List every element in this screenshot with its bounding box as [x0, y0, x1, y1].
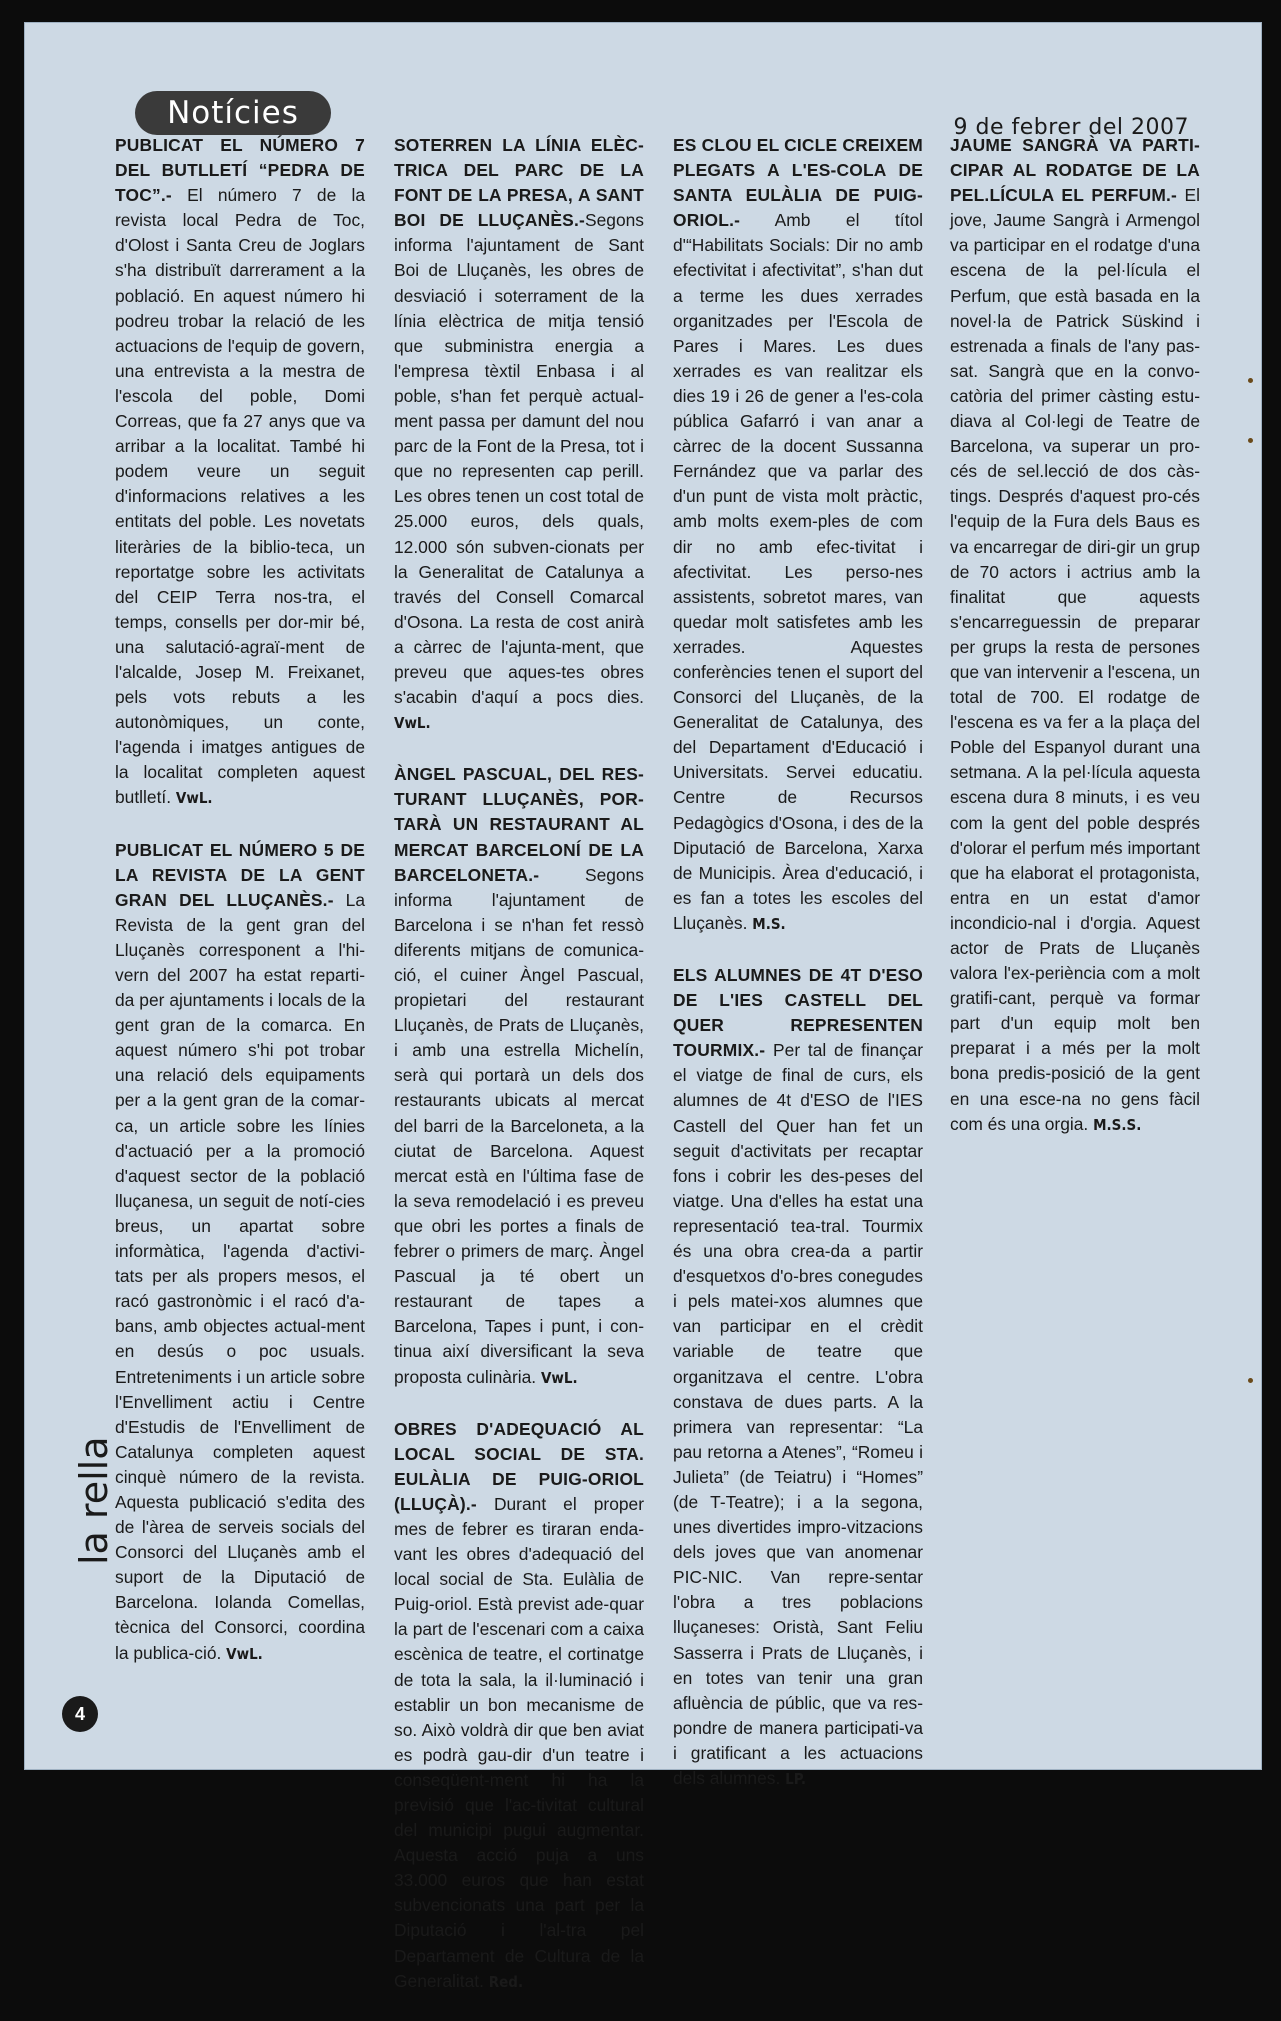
- article-headline: ELS ALUMNES DE 4T D'ESO DE L'IES CASTELL DEL QUER REPRESENTEN TOURMIX.-: [673, 965, 923, 1061]
- article-signature: M.S.: [752, 914, 786, 933]
- article: [950, 133, 1200, 1138]
- article-body: Segons informa l'ajuntament de Sant Boi de Lluçanès, les obres de desviació i soterrament de la línia elèctrica de mitja tensió que subministra energia a l'empresa tèxtil Enbasa i al poble, s'han fet perquè actual-ment passa per damunt del nou parc de la Font de la Presa, tot i que no representen cap perill. Les obres tenen un cost total de 25.000 euros, dels quals, 12.000 són subven-cionats per la Generalitat de Catalunya a través del Consell Comarcal d'Osona. La resta de cost anirà a càrrec de l'ajunta-ment, que preveu que aques-tes obres s'acabin d'aquí a pocs dies.: [394, 210, 644, 708]
- column-2: [394, 133, 644, 2021]
- article-signature: VwL.: [175, 789, 213, 808]
- article-signature: Red.: [488, 1972, 524, 1991]
- column-3: [673, 133, 923, 1818]
- scan-mark: [1248, 1378, 1253, 1383]
- column-4: [950, 133, 1200, 1164]
- article: [673, 133, 923, 937]
- article: [673, 963, 923, 1792]
- article-headline: OBRES D'ADEQUACIÓ AL LOCAL SOCIAL DE STA. EULÀLIA DE PUIG-ORIOL (LLUÇÀ).-: [394, 1418, 644, 1514]
- article-headline: PUBLICAT EL NÚMERO 7 DEL BUTLLETÍ “PEDRA DE TOC”.-: [115, 135, 365, 206]
- publication-name: la rella: [72, 1436, 116, 1565]
- article-signature: M.S.S.: [1093, 1115, 1142, 1134]
- article-body: Amb el títol d'“Habilitats Socials: Dir no amb efectivitat i afectivitat”, s'han dut a terme les dues xerrades organitzades per l'Escola de Pares i Mares. Les dues xerrades es van realitzar els dies 19 i 26 de gener a l'es-cola pública Gafarró i van anar a càrrec de la docent Sussanna Fernández que va parlar des d'un punt de vista molt pràctic, amb molts exem-ples de com dir no amb efec-tivitat i afectivitat. Les perso-nes assistents, sobretot mares, van quedar molt satisfetes amb les xerrades. Aquestes conferències tenen el suport del Consorci del Lluçanès, de la Generalitat de Catalunya, des del Departament d'Educació i Universitats. Servei educatiu. Centre de Recursos Pedagògics d'Osona, i des de la Diputació de Barcelona, Xarxa de Municipis. Àrea d'educació, i es fan a totes les escoles del Lluçanès.: [673, 210, 923, 933]
- issue-date: 9 de febrer del 2007: [953, 115, 1189, 140]
- section-tag: Notícies: [135, 91, 331, 135]
- article-headline: SOTERREN LA LÍNIA ELÈC-TRICA DEL PARC DE LA FONT DE LA PRESA, A SANT BOI DE LLUÇANÈS.-: [394, 135, 644, 231]
- page-number: 4: [62, 1696, 98, 1732]
- scan-mark: [1248, 438, 1253, 443]
- column-1: [115, 133, 365, 1693]
- article-signature: VwL.: [226, 1644, 263, 1663]
- article-body: Per tal de finançar el viatge de final de curs, els alumnes de 4t d'ESO de l'IES Castell del Quer han fet un seguit d'activitats per recaptar fons i cobrir les des-peses del viatge. Una d'elles ha estat una representació tea-tral. Tourmix és una obra crea-da a partir d'esquetxos d'o-bres conegudes i pels matei-xos alumnes que van participar en el crèdit variable de teatre que organitzava el centre. L'obra constava de dues parts. A la primera van representar: “La pau retorna a Atenes”, “Romeu i Julieta” (de Teiatru) i “Homes” (de T-Teatre); i a la segona, unes divertides impro-vitzacions dels joves que van anomenar PIC-NIC. Van repre-sentar l'obra a tres poblacions lluçaneses: Oristà, Sant Feliu Sasserra i Prats de Lluçanès, i en totes van tenir una gran afluència de públic, que va res-pondre de manera participati-va i gratificant a les actuacions dels alumnes.: [673, 1040, 923, 1788]
- article-body: El jove, Jaume Sangrà i Armengol va participar en el rodatge d'una escena de la pel·lícula el Perfum, que està basada en la novel·la de Patrick Süskind i estrenada a finals de l'any pas-sat. Sangrà que en la convo-catòria del primer càsting estu-diava al Col·legi de Teatre de Barcelona, va superar un pro-cés de sel.lecció de dos càs-tings. Després d'aquest pro-cés l'equip de la Fura dels Baus es va encarregar de diri-gir un grup de 70 actors i actrius amb la finalitat que aquests s'encarreguessin de preparar per grups la resta de persones que van intervenir a l'escena, un total de 700. El rodatge de l'escena es va fer a la plaça del Poble del Espanyol durant una setmana. A la pel·lícula aquesta escena dura 8 minuts, i es veu com la gent del poble després d'olorar el perfum més important que ha elaborat el protagonista, entra en un estat d'amor incondicio-nal i d'orgia. Aquest actor de Prats de Lluçanès valora l'ex-periència com a molt gratifi-cant, perquè va formar part d'un equip molt ben preparat i a més per la molt bona predis-posició de la gent en una esce-na no gens fàcil com és una orgia.: [950, 185, 1200, 1134]
- article-body: Segons informa l'ajuntament de Barcelona i se n'han fet ressò diferents mitjans de comunica-ció, el cuiner Àngel Pascual, propietari del restaurant Lluçanès, de Prats de Lluçanès, i amb una estrella Michelín, serà qui portarà un dels dos restaurants ubicats al mercat del barri de la Barceloneta, a la ciutat de Barcelona. Aquest mercat està en l'última fase de la seva remodelació i es preveu que obri les portes a finals de febrer o primers de març. Àngel Pascual ja té obert un restaurant de tapes a Barcelona, Tapes i punt, i con-tinua així diversificant la seva proposta culinària.: [394, 864, 644, 1387]
- article-headline: JAUME SANGRÀ VA PARTI-CIPAR AL RODATGE DE LA PEL.LÍCULA EL PERFUM.-: [950, 135, 1200, 206]
- article-body: El número 7 de la revista local Pedra de Toc, d'Olost i Santa Creu de Joglars s'ha distribuït darrerament a la població. En aquest número hi podreu trobar la relació de les actuacions de l'equip de govern, una entrevista a la mestra de l'escola del poble, Domi Correas, que fa 27 anys que va arribar a la localitat. També hi podem veure un seguit d'informacions relatives a les entitats del poble. Les novetats literàries de la biblio-teca, un reportatge sobre les activitats del CEIP Terra nos-tra, el temps, consells per dor-mir bé, una salutació-agraï-ment de l'alcalde, Josep M. Freixanet, pels vots rebuts a les autonòmiques, un conte, l'agenda i imatges antigues de la localitat completen aquest butlletí.: [115, 185, 365, 808]
- article-headline: ÀNGEL PASCUAL, DEL RES-TURANT LLUÇANÈS, POR-TARÀ UN RESTAURANT AL MERCAT BARCELONÍ DE LA BARCELONETA.-: [394, 764, 644, 885]
- article-body: La Revista de la gent gran del Lluçanès corresponent a l'hi-vern del 2007 ha estat reparti-da per ajuntaments i locals de la gent gran de la comarca. En aquest número s'hi pot trobar una relació dels equipaments per a la gent gran de la comar-ca, un article sobre les línies d'actuació per a la promoció d'aquest sector de la població lluçanesa, un seguit de notí-cies breus, un apartat sobre informàtica, l'agenda d'activi-tats per als propers mesos, el racó gastronòmic i el racó d'a-bans, amb objectes actual-ment en desús o poc usuals. Entreteniments i un article sobre l'Envelliment actiu i Centre d'Estudis de l'Envelliment de Catalunya completen aquest cinquè número de la revista. Aquesta publicació s'edita des de l'àrea de serveis socials del Consorci del Lluçanès amb el suport de la Diputació de Barcelona. Iolanda Comellas, tècnica del Consorci, coordina la publica-ció.: [115, 889, 365, 1663]
- article: [394, 133, 644, 736]
- article: [394, 762, 644, 1390]
- article-headline: ES CLOU EL CICLE CREIXEM PLEGATS A L'ES-COLA DE SANTA EULÀLIA DE PUIG-ORIOL.-: [673, 135, 923, 231]
- article-body: Durant el proper mes de febrer es tiraran enda-vant les obres d'adequació del local social de Sta. Eulàlia de Puig-oriol. Està previst ade-quar la part de l'escenari com a caixa escènica de teatre, el cortinatge de tota la sala, la il·luminació i establir un bon mecanisme de so. Això voldrà dir que ben aviat es podrà gau-dir d'un teatre i conseqüent-ment hi ha la previsió que l'ac-tivitat cultural del municipi pugui augmentar. Aquesta acció puja a uns 33.000 euros que han estat subvencionats una part per la Diputació i l'al-tra pel Departament de Cultura de la Generalitat.: [394, 1493, 644, 1991]
- article-signature: VwL.: [540, 1368, 578, 1387]
- article: [394, 1417, 644, 1995]
- article-signature: VwL.: [394, 714, 431, 733]
- article-headline: PUBLICAT EL NÚMERO 5 DE LA REVISTA DE LA GENT GRAN DEL LLUÇANÈS.-: [115, 839, 365, 910]
- article-signature: LP.: [785, 1770, 806, 1788]
- scan-mark: [1248, 378, 1253, 383]
- article: [115, 133, 365, 812]
- article: [115, 838, 365, 1667]
